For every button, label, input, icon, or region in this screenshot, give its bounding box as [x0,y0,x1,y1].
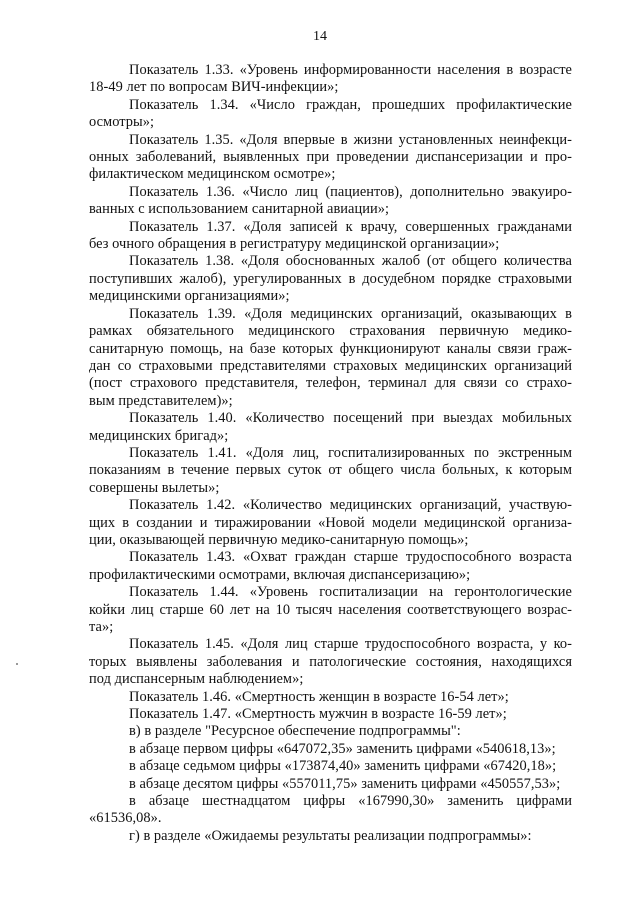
paragraph [89,549,572,584]
text-line: Показатель 1.39. «Доля медицинских организаций, оказывающих в [129,305,572,322]
text-line: Показатель 1.40. «Количество посещений при выездах мобильных [129,410,572,427]
text-line: профилактическими осмотрами, включая диспансеризацию»; [89,566,471,583]
text-line: под диспансерным наблюдением»; [89,671,304,688]
paragraph [89,132,572,184]
text-line: в) в разделе "Ресурсное обеспечение подпрограммы": [129,723,461,740]
text-line: Показатель 1.36. «Число лиц (пациентов), дополнительно эвакуиро- [129,183,572,200]
text-line: «61536,08». [89,810,162,827]
paragraph [89,445,572,497]
text-line: совершены вылеты»; [89,479,220,496]
paragraph [89,828,572,845]
text-line: Показатель 1.34. «Число граждан, прошедших профилактические [129,96,572,113]
text-line: санитарную помощь, на базе которых функционируют каналы связи граж- [89,340,572,357]
text-line: Показатель 1.41. «Доля лиц, госпитализированных по экстренным [129,444,572,461]
text-line: в абзаце первом цифры «647072,35» заменить цифрами «540618,13»; [129,740,556,757]
paragraph [89,184,572,219]
text-line: поступивших жалоб), урегулированных в досудебном порядке страховыми [89,270,572,287]
text-line: Показатель 1.35. «Доля впервые в жизни установленных неинфекци- [129,131,572,148]
paragraph [89,97,572,132]
text-line: филактическом медицинском осмотре»; [89,166,336,183]
text-line: та»; [89,619,114,635]
text-line: ции, оказывающей первичную медико-санитарную помощь»; [89,531,469,548]
paragraph [89,706,572,723]
text-line: медицинскими организациями»; [89,288,290,305]
text-line: онных заболеваний, выявленных при проведении диспансеризации и про- [89,149,572,166]
text-line: щих в создании и тиражировании «Новой модели медицинской организа- [89,514,572,531]
text-line: Показатель 1.37. «Доля записей к врачу, совершенных гражданами [129,218,572,235]
paragraph [89,219,572,254]
paragraph [89,306,572,410]
text-line: осмотры»; [89,114,155,131]
paragraph [89,497,572,549]
text-line: рамках обязательного медицинского страхования первичную медико- [89,323,572,340]
text-line: Показатель 1.43. «Охват граждан старше трудоспособного возраста [129,549,572,566]
paragraph [89,253,572,305]
paragraph [89,741,572,758]
text-line: Показатель 1.45. «Доля лиц старше трудоспособного возраста, у ко- [129,636,572,653]
text-line: медицинских бригад»; [89,427,229,444]
paragraph [89,776,572,793]
paragraph [89,689,572,706]
text-line: Показатель 1.33. «Уровень информированности населения в возрасте [129,62,572,78]
paragraph [89,584,572,636]
text-line: в абзаце десятом цифры «557011,75» заменить цифрами «450557,53»; [129,775,561,792]
paragraph [89,793,572,828]
scan-speck [16,663,18,665]
text-line: вым представителем)»; [89,392,233,409]
text-line: в абзаце седьмом цифры «173874,40» заменить цифрами «67420,18»; [129,758,557,775]
text-line: Показатель 1.38. «Доля обоснованных жалоб (от общего количества [129,253,572,270]
text-line: без очного обращения в регистратуру медицинской организации»; [89,236,500,253]
paragraph [89,62,572,97]
page-number: 14 [313,29,327,44]
text-line: Показатель 1.44. «Уровень госпитализации на геронтологические [129,584,572,601]
paragraph [89,758,572,775]
text-line: Показатель 1.42. «Количество медицинских организаций, участвую- [129,497,572,514]
text-line: койки лиц старше 60 лет на 10 тысяч населения соответствующего возрас- [89,601,572,618]
text-line: ванных с использованием санитарной авиации»; [89,201,390,218]
text-line: в абзаце шестнадцатом цифры «167990,30» заменить цифрами [129,793,572,810]
text-line: показаниям в течение первых суток от общего числа больных, к которым [89,462,572,479]
document-body [89,62,572,845]
text-line: 18-49 лет по вопросам ВИЧ-инфекции»; [89,79,339,96]
text-line: дан со страховыми представителями страховых медицинских организаций [89,357,572,374]
text-line: Показатель 1.46. «Смертность женщин в возрасте 16-54 лет»; [129,688,509,705]
text-line: Показатель 1.47. «Смертность мужчин в возрасте 16-59 лет»; [129,706,507,723]
paragraph [89,723,572,740]
paragraph [89,410,572,445]
paragraph [89,636,572,688]
text-line: (пост страхового представителя, телефон, терминал для связи со страхо- [89,375,572,392]
text-line: г) в разделе «Ожидаемы результаты реализации подпрограммы»: [129,827,532,844]
text-line: торых выявлены заболевания и патологические состояния, находящихся [89,653,572,670]
